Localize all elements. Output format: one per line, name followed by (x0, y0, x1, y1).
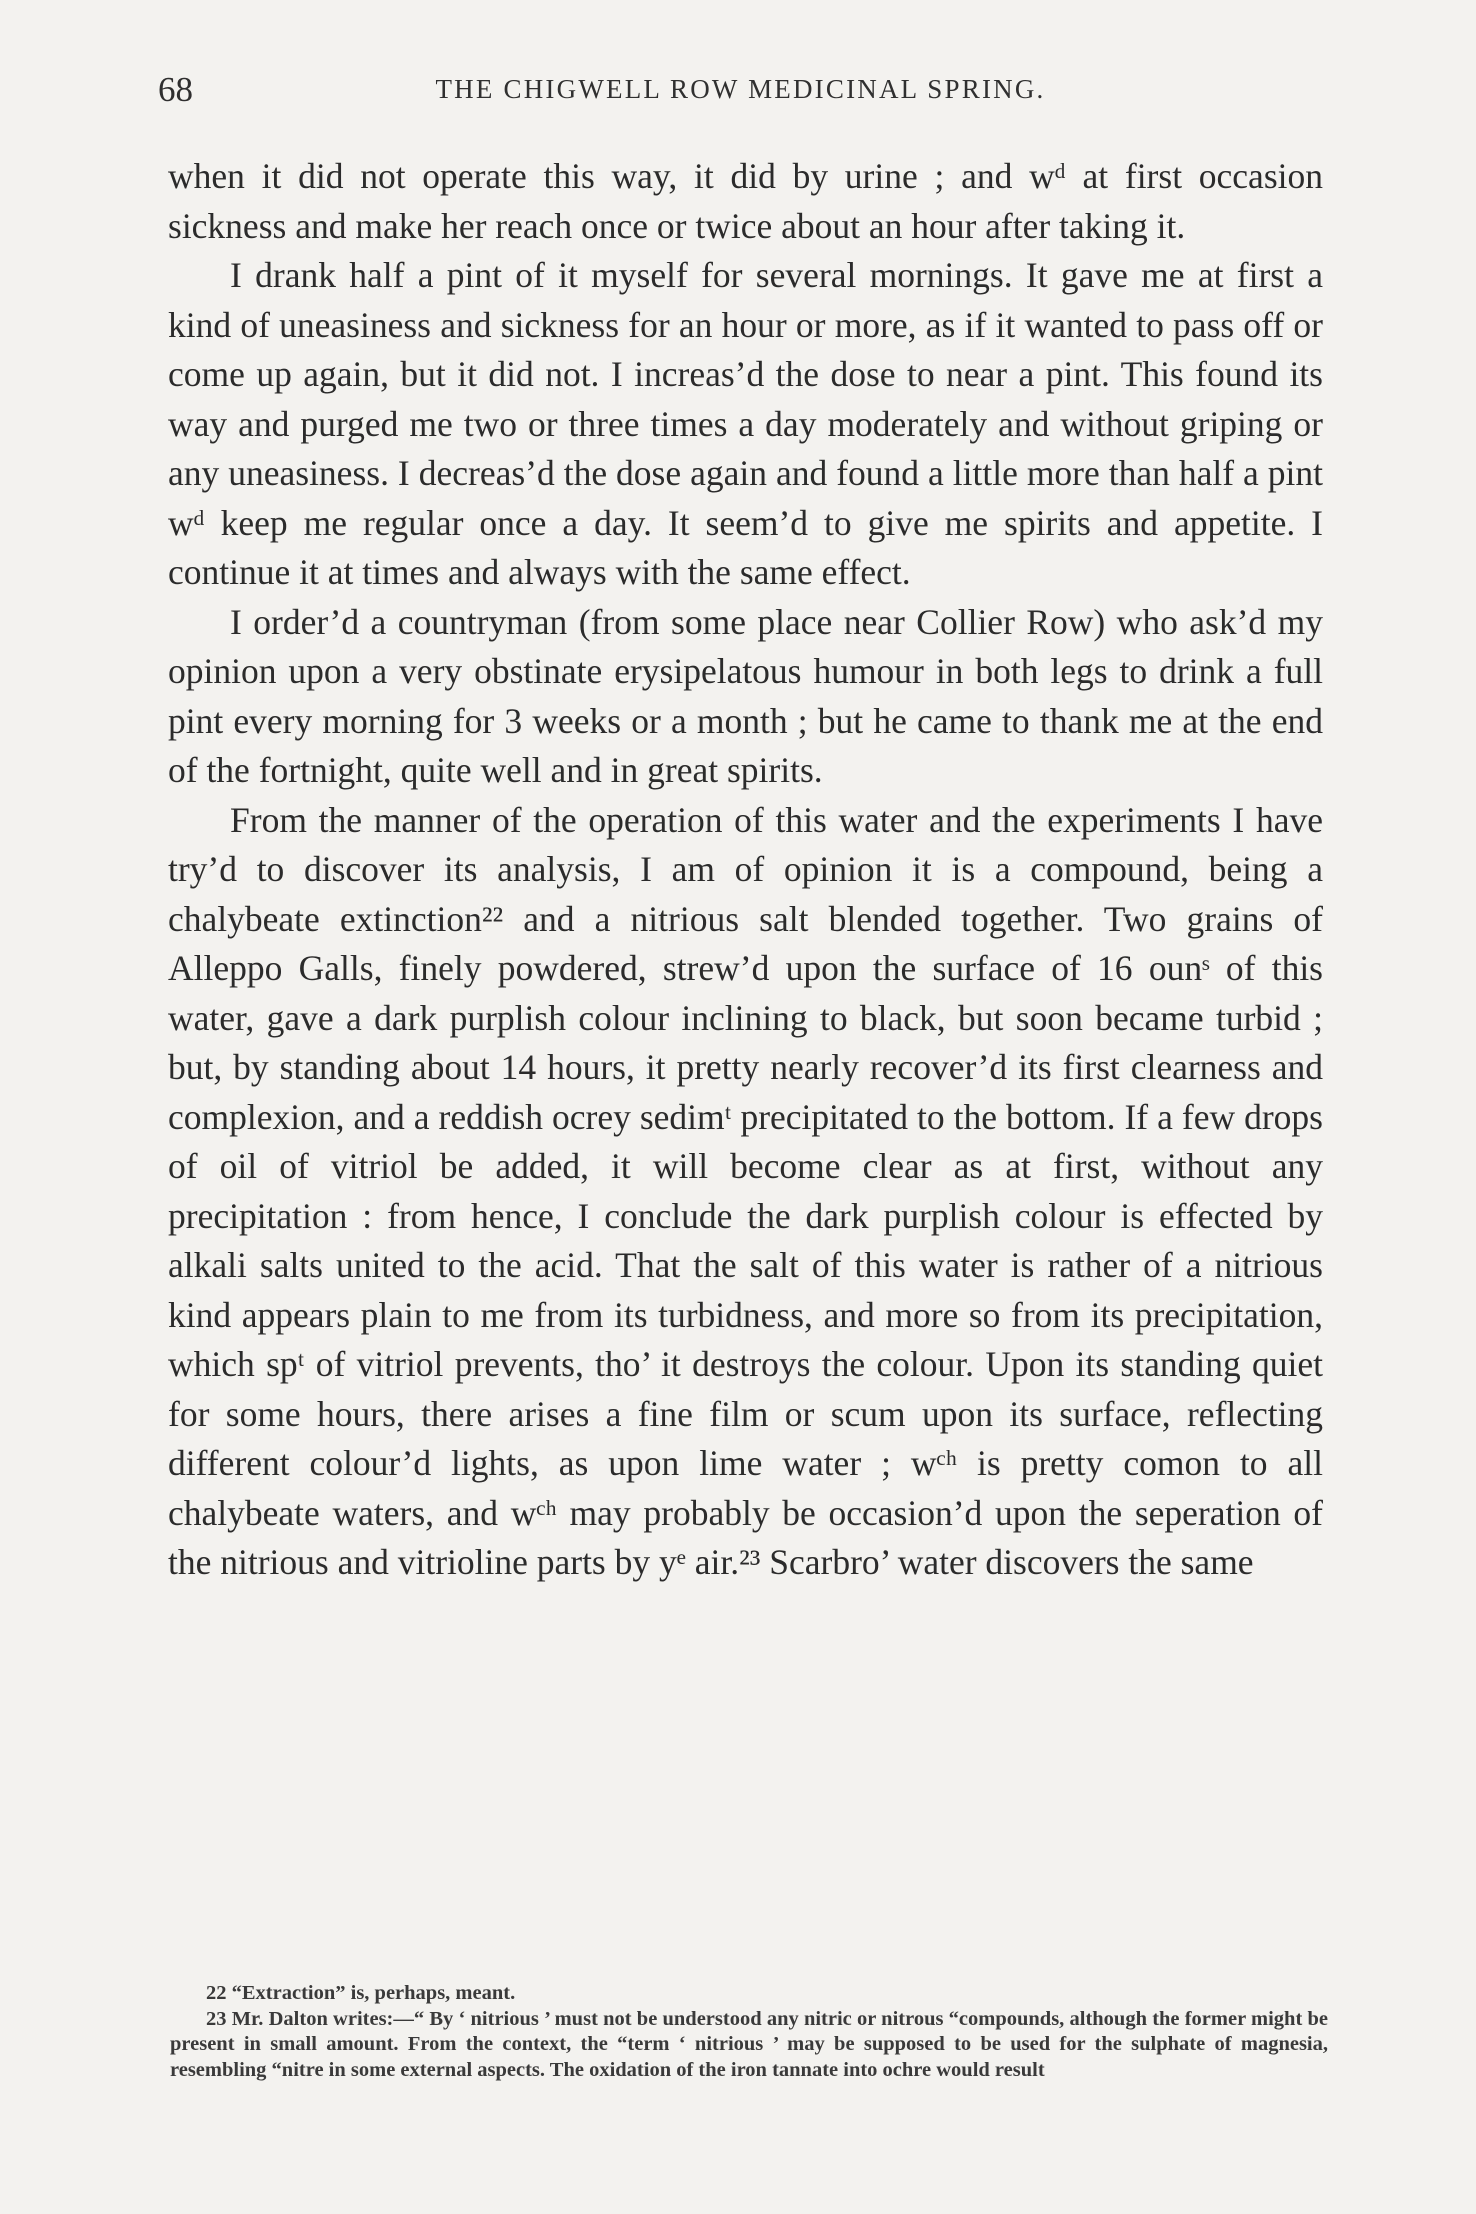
page-header (158, 70, 1323, 120)
body-text (168, 152, 1323, 1588)
page-number: 68 (158, 70, 193, 109)
running-head: THE CHIGWELL ROW MEDICINAL SPRING. (435, 74, 1046, 104)
footnote-23: 23 Mr. Dalton writes:—“ By ‘ nitrious ’ must not be understood any nitric or nitrous “compounds, although the former might be present in small amount. From the context, the “term ‘ nitrious ’ may be supposed to be used for the sulphate of magnesia, resembling “nitre in some external aspects. The oxidation of the iron tannate into ochre would result (170, 2007, 1328, 2081)
footnote-22: 22 “Extraction” is, perhaps, meant. (206, 1982, 516, 2004)
paragraph: when it did not operate this way, it did by urine ; and wᵈ at first occasion sickness and make her reach once or twice about an hour after taking it. (168, 156, 1323, 246)
paragraph: I order’d a countryman (from some place near Collier Row) who ask’d my opinion upon a very obstinate erysipelatous humour in both legs to drink a full pint every morning for 3 weeks or a month ; but he came to thank me at the end of the fortnight, quite well and in great spirits. (168, 601, 1323, 790)
paragraph: From the manner of the operation of this water and the experiments I have try’d to discover its analysis, I am of opinion it is a compound, being a chalybeate extinction²² and a nitrious salt blended together. Two grains of Alleppo Galls, finely powdered, strew’d upon the surface of 16 ounˢ of this water, gave a dark purplish colour inclining to black, but soon became turbid ; but, by standing about 14 hours, it pretty nearly recover’d its first clearness and complexion, and a reddish ocrey sedimᵗ precipitated to the bottom. If a few drops of oil of vitriol be added, it will become clear as at first, without any precipitation : from hence, I conclude the dark purplish colour is effected by alkali salts united to the acid. That the salt of this water is rather of a nitrious kind appears plain to me from its turbidness, and more so from its precipitation, which spᵗ of vitriol prevents, tho’ it destroys the colour. Upon its standing quiet for some hours, there arises a fine film or scum upon its surface, reflecting different colour’d lights, as upon lime water ; wᶜʰ is pretty comon to all chalybeate waters, and wᶜʰ may probably be occasion’d upon the seperation of the nitrious and vitrioline parts by yᵉ air.²³ Scarbro’ water discovers the same (168, 799, 1323, 1582)
footnotes (170, 1981, 1328, 2083)
paragraph: I drank half a pint of it myself for several mornings. It gave me at first a kind of uneasiness and sickness for an hour or more, as if it wanted to pass off or come up again, but it did not. I increas’d the dose to near a pint. This found its way and purged me two or three times a day moderately and without griping or any uneasiness. I decreas’d the dose again and found a little more than half a pint wᵈ keep me regular once a day. It seem’d to give me spirits and appetite. I continue it at times and always with the same effect. (168, 255, 1323, 592)
